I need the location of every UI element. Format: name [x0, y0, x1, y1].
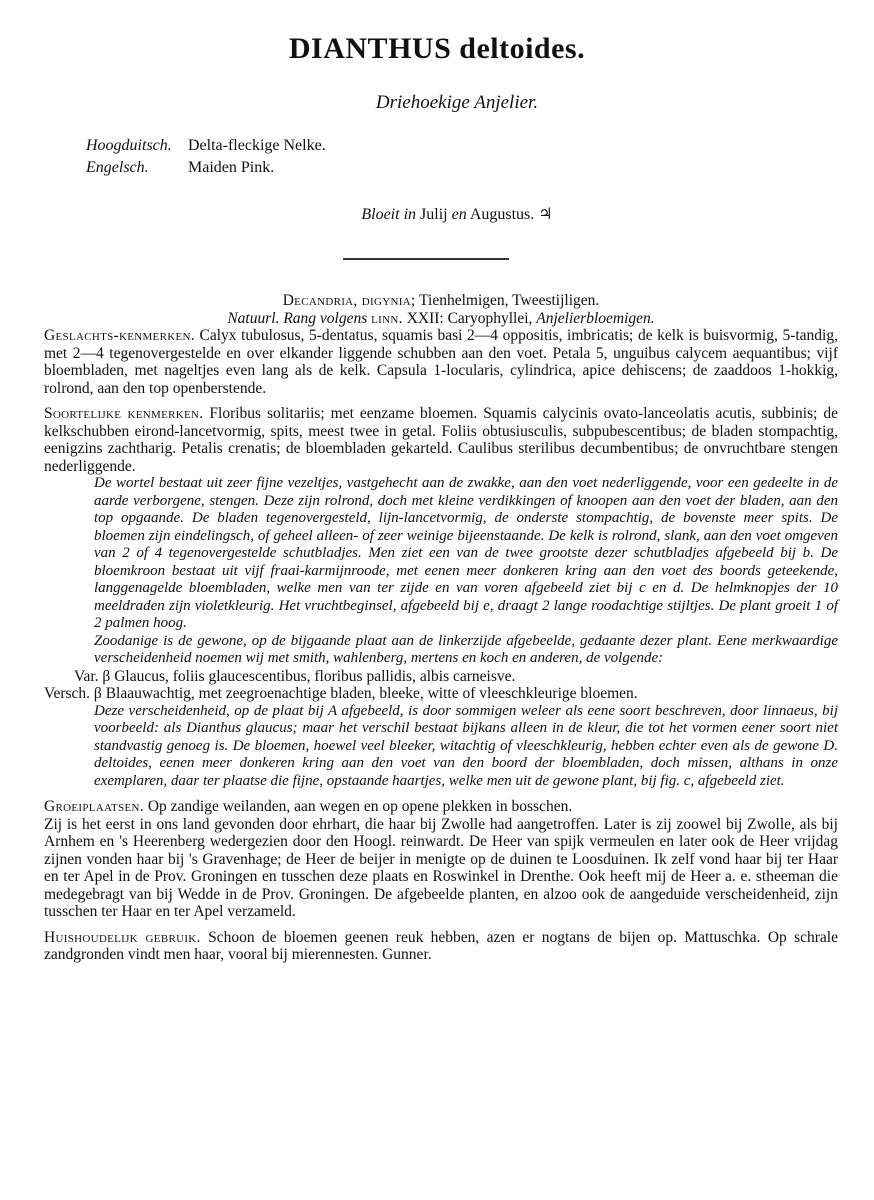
variety-latin [44, 668, 838, 686]
rank-text: XXII: Caryophyllei, [406, 309, 533, 327]
section-label: Soortelijke kenmerken. [44, 405, 204, 422]
habitat-paragraph: Zij is het eerst in ons land gevonden door ehrhart, die haar bij Zwolle had aangetroffen. Later is zij zoowel bij Zwolle, als bij Arnhem en 's Heerenberg wedergezien door den Hoogl. reinwardt. De Heer van spijk vermeulen en later ook de Heer vrijdag zijnen vonden haar bij 's Gravenhage; de Heer de beijer in menigte op de duinen te Loosduinen. Ik zelf vond haar bij ter Haar en ter Apel in de Prov. Groningen en tusschen deze plaats en Roswinkel in Drenthe. Ook heeft mij de Heer a. e. stheeman die medegebragt van bij Wedde in de Prov. Groningen. De afgebeelde planten, en alzoo ook de aangeduide verscheidenheid, zijn tusschen ter Haar en ter Apel verzameld. [44, 815, 838, 920]
common-names [86, 135, 326, 179]
species-characters [44, 405, 838, 475]
section-text: Op zandige weilanden, aan wegen en op opene plekken in bosschen. [147, 798, 573, 815]
main-text [44, 292, 838, 964]
name-row-english [86, 157, 326, 179]
genus-characters [44, 327, 838, 397]
name-row-german [86, 135, 326, 157]
variety-text: Blaauwachtig, met zeegroenachtige bladen, bleeke, witte of vleeschkleurige bloemen. [105, 685, 638, 702]
bloom-prefix: Bloeit [361, 206, 400, 223]
variety-label: Versch. β [44, 685, 102, 702]
section-label: Huishoudelijk gebruik. [44, 928, 201, 946]
variety-dutch [44, 685, 838, 703]
section-label: Groeiplaatsen. [44, 798, 144, 815]
section-text: Calyx tubulosus, 5-dentatus, squamis basi 2—4 oppositis, imbricatis; de kelk is buisvormig, 5-tandig, met 2—4 tegenovergestelde en over elkander liggende schubben aan den voet. Petala 5, unguibus calycem aequantibus; vijf bloembladen, met nageltjes even lang als de kelk. Capsula 1-locularis, cylindrica, apice dehiscens; de zaaddoos 1-hokkig, rolrond, aan den top openberstende. [44, 327, 838, 397]
bloom-month-2: Augustus. [469, 206, 535, 223]
variety-intro: Zoodanige is de gewone, op de bijgaande plaat aan de linkerzijde afgebeelde, gedaante dezer plant. Eene merkwaardige verscheidenheid noemen wij met smith, wahlenberg, mertens en koch en anderen, de volgende: [94, 632, 838, 666]
rank-label: Natuurl. Rang volgens [227, 309, 368, 327]
perennial-symbol: ♃ [538, 206, 553, 223]
description-paragraph: De wortel bestaat uit zeer fijne vezeltjes, vastgehecht aan de zwakke, aan den voet nederliggende, voor een gedeelte in de aarde verborgene, stengen. Deze zijn rolrond, doch met kleine verdikkingen of knoopen aan den voet der bladen, aan den top opgaande. De bladen tegenovergesteld, lijn-lancetvormig, de onderste stompachtig, de bovenste meer spits. De bloemen zijn eindelingsch, of geheel alleen- of zeer weinige bijeenstaande. De kelk is rolrond, slank, aan den voet omgeven van 2 of 4 tegenovergestelde schutbladjes. Men ziet een van de twee grootste dezer schutbladjes afgebeeld bij b. De bloemkroon bestaat uit vijf fraai-karmijnroode, met eenen meer donkeren kring aan den voet des boords geteekende, langgenagelde bloembladen, welke men van ter zijde en van voren afgebeeld ziet bij c en d. De helmknopjes der 10 meeldraden zijn violetkleurig. Het vruchtbeginsel, afgebeeld bij e, draagt 2 lange roodachtige stijltjes. De plant groeit 1 of 2 palmen hoog. [94, 475, 838, 631]
class-text: Tienhelmigen, Tweestijligen. [419, 292, 600, 309]
bloom-en: en [451, 206, 467, 223]
classification-line-1 [44, 292, 838, 310]
common-name: Delta-fleckige Nelke. [188, 137, 326, 154]
variety-label: Var. β [74, 667, 111, 685]
class-sc: Decandria, digynia; [282, 292, 416, 309]
divider-rule [343, 258, 509, 260]
classification-line-2 [44, 310, 838, 328]
variety-text: Glaucus, foliis glaucescentibus, floribus pallidis, albis carneisve. [114, 667, 516, 685]
page-subtitle: Driehoekige Anjelier. [375, 92, 539, 113]
language-label: Engelsch. [86, 159, 149, 176]
economic-use [44, 929, 838, 964]
habitat-heading [44, 798, 838, 816]
variety-description: Deze verscheidenheid, op de plaat bij A afgebeeld, is door sommigen weleer als eene soort beschreven, door linnaeus, bij voorbeeld: als Dianthus glaucus; maar het verschil bestaat bijkans alleen in de kleur, die tot het vormen eener soort niet standvastig genoeg is. De bloemen, hoewel veel bleeker, witachtig of vleeschkleurig, hebben echter even als de gewone D. deltoides, eenen meer donkeren kring aan den voet van den boord der bloembladen, doch missen, althans in onze exemplaren, daar ter plaatse die fijne, opstaande haartjes, welke men uit de gewone plant, bij fig. c, afgebeeld ziet. [94, 702, 838, 789]
bloom-in: in [403, 206, 417, 223]
section-text: Floribus solitariis; met eenzame bloemen. Squamis calycinis ovato-lanceolatis acutis, subbinis; de kelkschubben eirond-lancetvormig, spits, meest twee in getal. Foliis obtusiusculis, subpubescentibus; de bladen stompachtig, eenigzins zachtharig. Petalis crenatis; de bloembladen gekarteld. Caulibus sterilibus decumbentibus; de onvruchtbare stengen nederliggende. [44, 405, 838, 475]
rank-dutch: Anjelierbloemigen. [536, 309, 655, 327]
bloom-month-1: Julij [420, 206, 448, 223]
section-label: Geslachts-kenmerken. [44, 327, 195, 344]
common-name: Maiden Pink. [188, 159, 275, 176]
rank-author: linn. [371, 309, 403, 327]
language-label: Hoogduitsch. [86, 137, 172, 154]
section-text: Schoon de bloemen geenen reuk hebben, azen er nogtans de bijen op. Mattuschka. Op schrale zandgronden vindt men haar, vooral bij mierennesten. Gunner. [44, 928, 838, 963]
bloom-period [0, 204, 874, 224]
page-title: DIANTHUS deltoides. [288, 32, 586, 65]
